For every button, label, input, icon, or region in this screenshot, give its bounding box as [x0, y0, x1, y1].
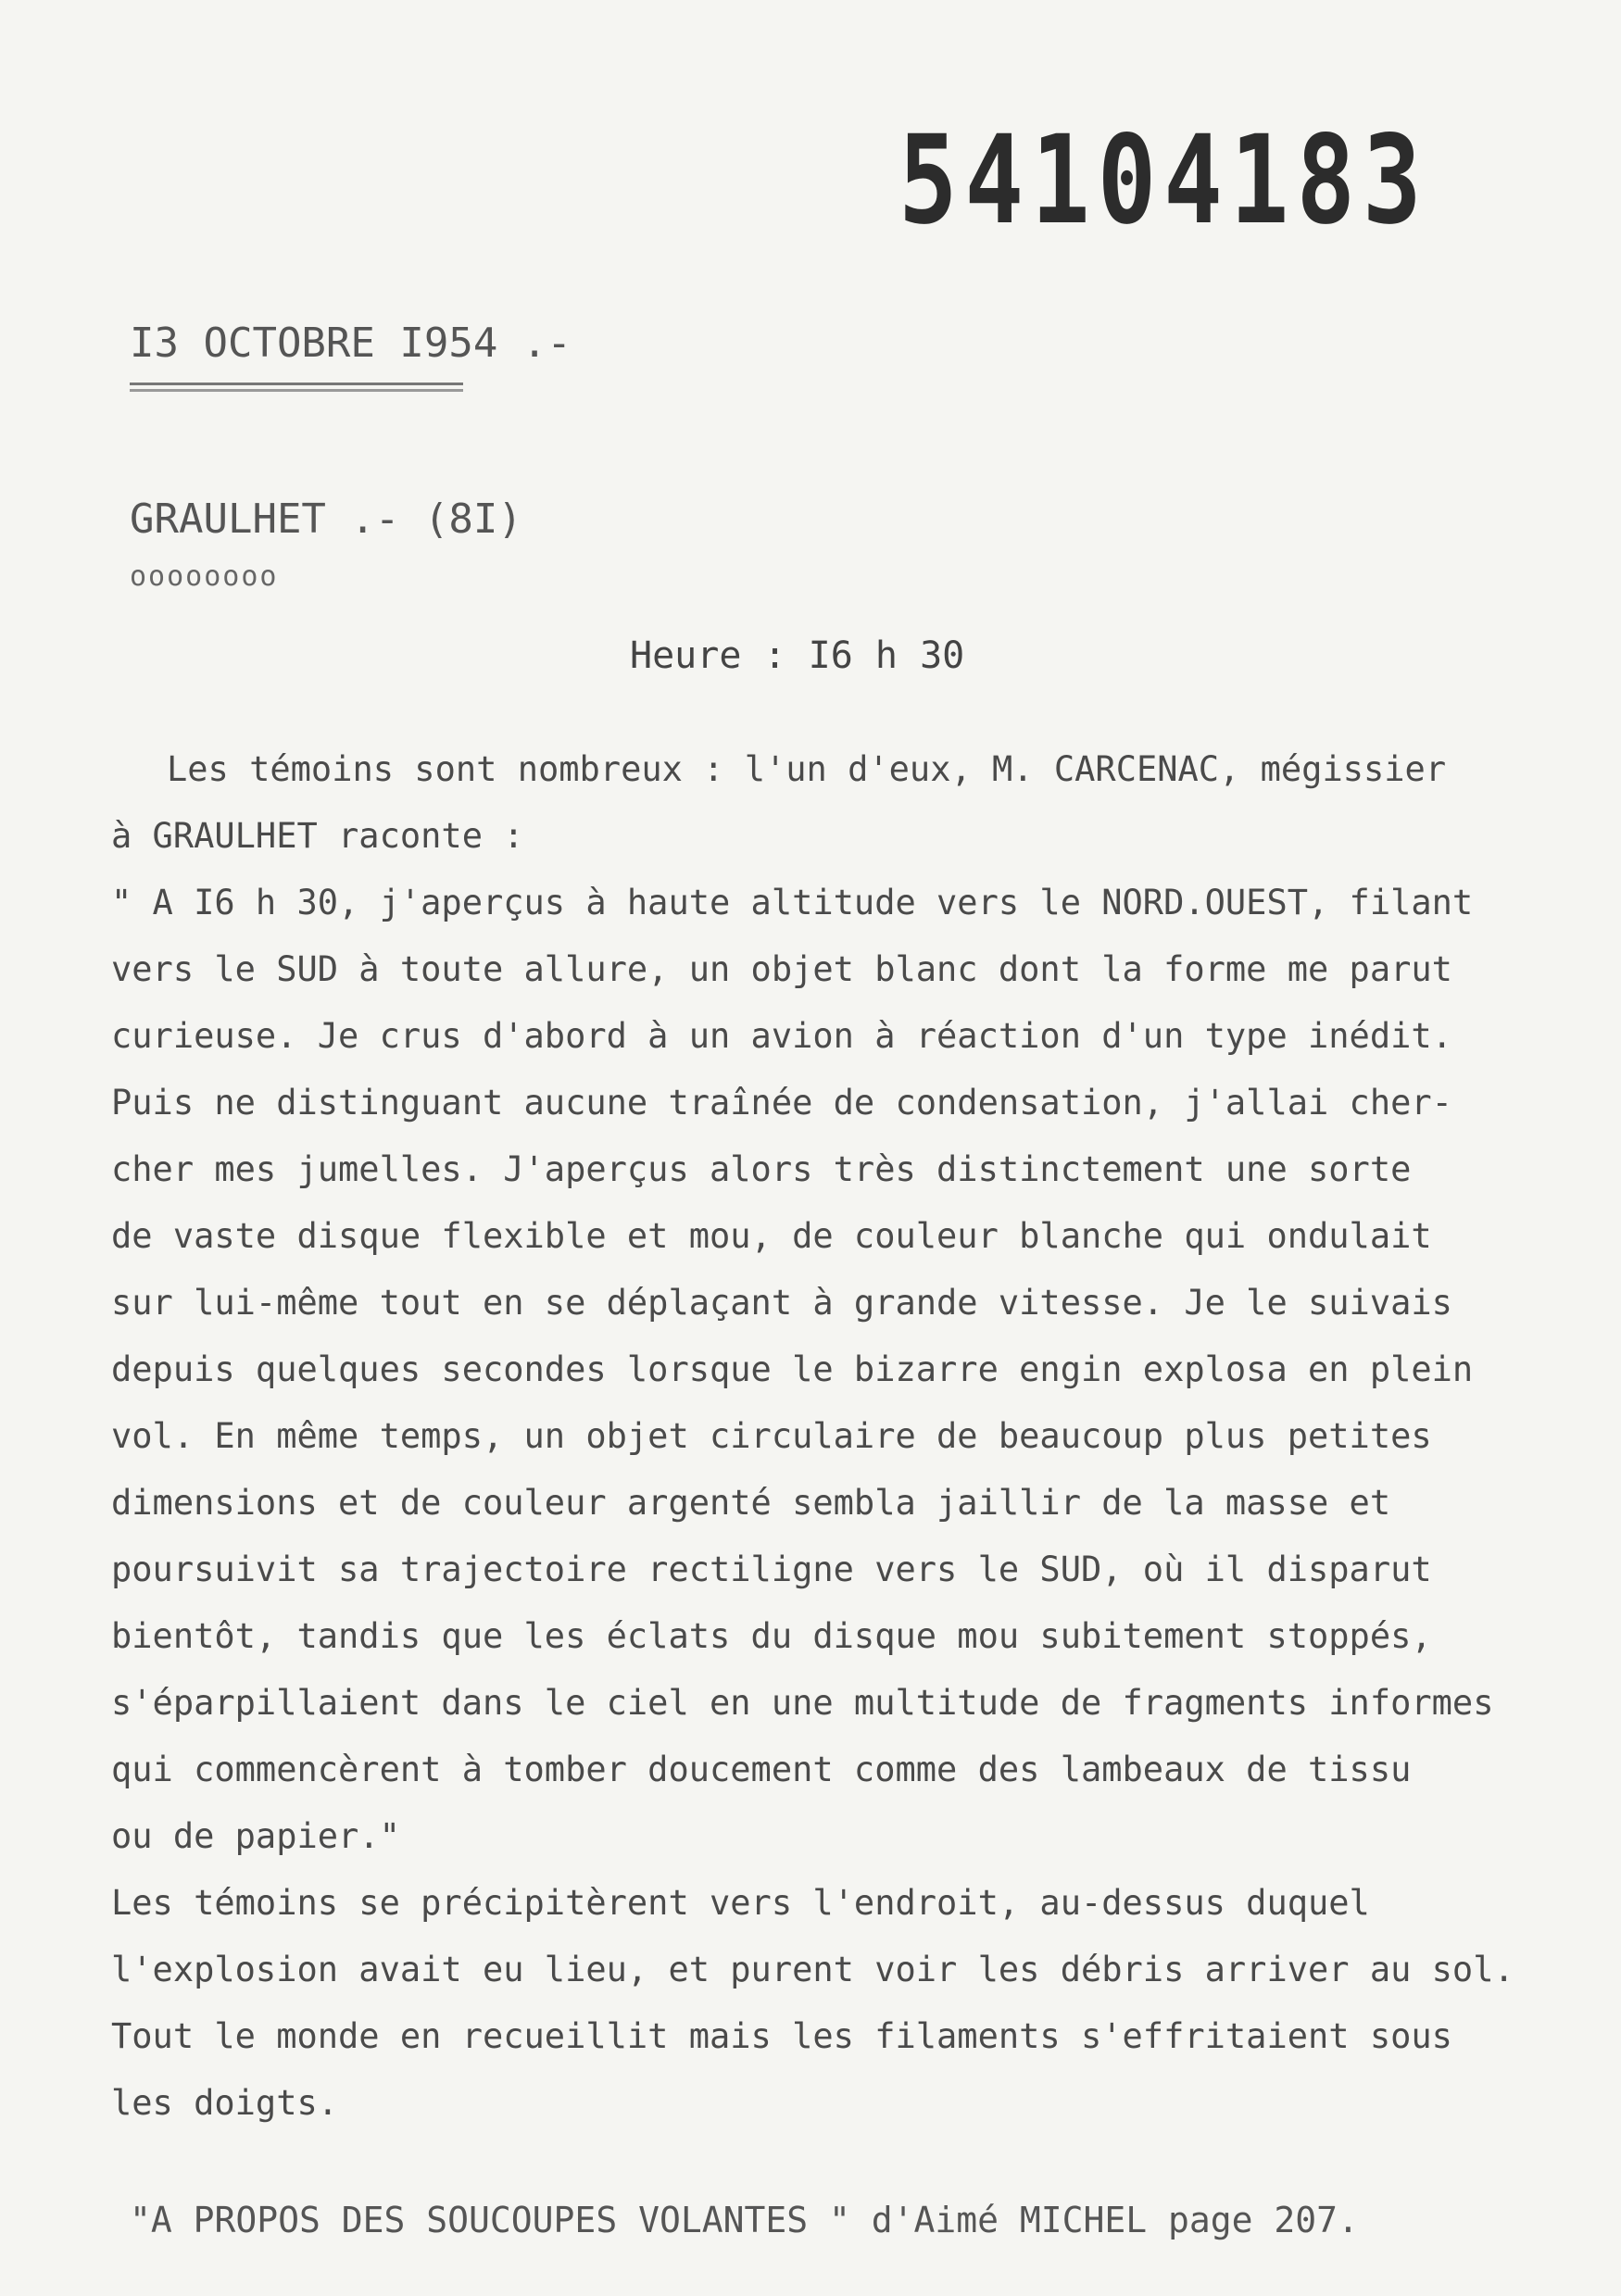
- text-line: à GRAULHET raconte :: [111, 816, 524, 856]
- report-time: Heure : I6 h 30: [630, 634, 965, 677]
- text-line: sur lui-même tout en se déplaçant à grande vitesse. Je le suivais: [111, 1283, 1452, 1323]
- text-line: depuis quelques secondes lorsque le bizarre engin explosa en plein: [111, 1349, 1474, 1389]
- document-number: 54104183: [898, 109, 1429, 252]
- report-body: [111, 736, 1556, 2137]
- text-line: Les témoins sont nombreux : l'un d'eux, M. CARCENAC, mégissier: [167, 749, 1447, 789]
- text-line: cher mes jumelles. J'aperçus alors très distinctement une sorte: [111, 1149, 1412, 1189]
- text-line: l'explosion avait eu lieu, et purent voir les débris arriver au sol.: [111, 1950, 1514, 1989]
- place-underline: oooooooo: [130, 560, 279, 593]
- text-line: bientôt, tandis que les éclats du disque mou subitement stoppés,: [111, 1616, 1432, 1656]
- text-line: Les témoins se précipitèrent vers l'endroit, au-dessus duquel: [111, 1883, 1370, 1923]
- report-place: GRAULHET .- (8I): [130, 496, 522, 543]
- text-line: Tout le monde en recueillit mais les filaments s'effritaient sous: [111, 2016, 1452, 2056]
- text-line: vers le SUD à toute allure, un objet blanc dont la forme me parut: [111, 949, 1452, 989]
- report-date: I3 OCTOBRE I954 .-: [130, 320, 572, 367]
- text-line: s'éparpillaient dans le ciel en une multitude de fragments informes: [111, 1683, 1494, 1723]
- text-line: " A I6 h 30, j'aperçus à haute altitude vers le NORD.OUEST, filant: [111, 883, 1474, 922]
- text-line: qui commencèrent à tomber doucement comme des lambeaux de tissu: [111, 1750, 1412, 1789]
- date-underline: [130, 383, 463, 392]
- text-line: les doigts.: [111, 2083, 339, 2123]
- text-line: de vaste disque flexible et mou, de couleur blanche qui ondulait: [111, 1216, 1432, 1256]
- source-citation: "A PROPOS DES SOUCOUPES VOLANTES " d'Aimé MICHEL page 207.: [130, 2200, 1359, 2240]
- text-line: vol. En même temps, un objet circulaire de beaucoup plus petites: [111, 1416, 1432, 1456]
- text-line: ou de papier.": [111, 1816, 400, 1856]
- text-line: Puis ne distinguant aucune traînée de condensation, j'allai cher-: [111, 1083, 1452, 1123]
- text-line: curieuse. Je crus d'abord à un avion à réaction d'un type inédit.: [111, 1016, 1452, 1056]
- text-line: dimensions et de couleur argenté sembla jaillir de la masse et: [111, 1483, 1391, 1523]
- text-line: poursuivit sa trajectoire rectiligne vers le SUD, où il disparut: [111, 1549, 1432, 1589]
